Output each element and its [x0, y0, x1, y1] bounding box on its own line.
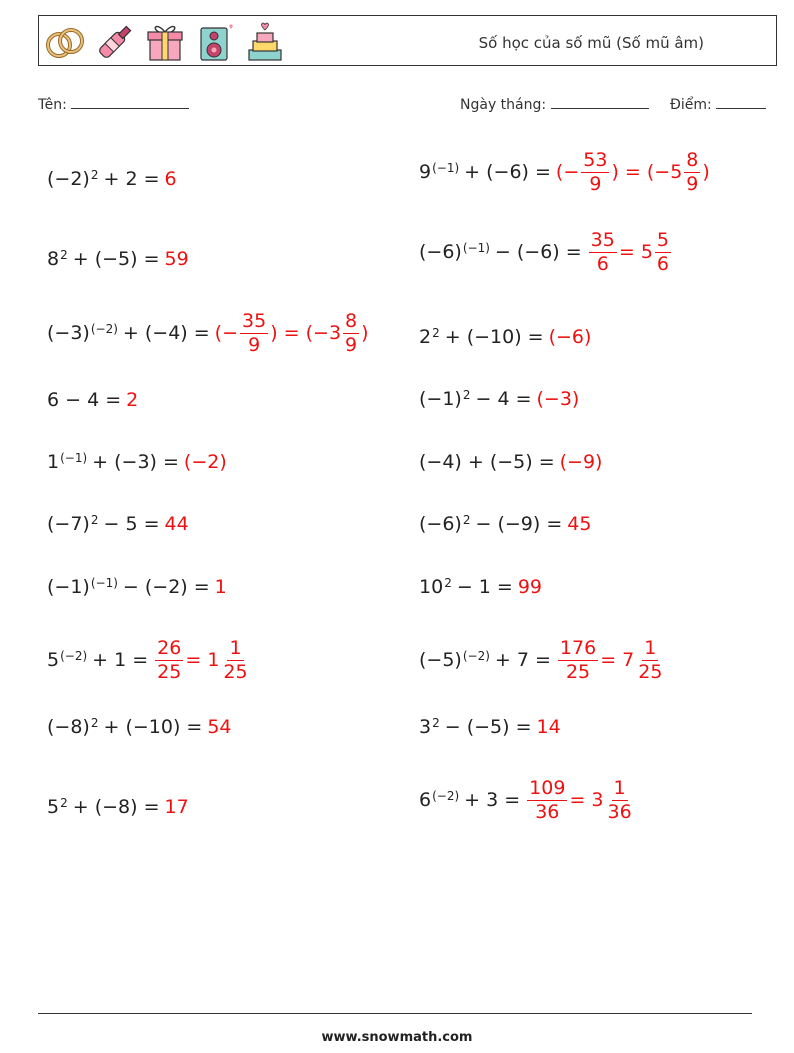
problem-r3: [419, 307, 591, 367]
fraction: [155, 636, 183, 683]
denominator: 25: [157, 660, 182, 683]
exponent: (−1): [462, 241, 490, 255]
problem-l6: [47, 494, 189, 554]
name-line[interactable]: [71, 95, 189, 109]
exponent: (−1): [60, 451, 88, 465]
cake-icon: [243, 20, 287, 64]
expression-part: 8: [47, 248, 60, 270]
expression-part: ): [702, 161, 710, 183]
problem-l3: [47, 303, 369, 363]
expression-part: (−: [214, 322, 239, 344]
answer: 44: [164, 513, 189, 535]
expression-part: + (−4) =: [122, 322, 210, 344]
problem-l7: [47, 557, 227, 617]
fraction: [240, 309, 268, 356]
fraction: [527, 776, 567, 823]
fraction: [581, 148, 609, 195]
denominator: 9: [686, 172, 699, 195]
exponent: 2: [462, 388, 471, 402]
expression-part: − (−6) =: [494, 241, 582, 263]
expression-part: ) = (−3: [270, 322, 342, 344]
expression-part: − 1 =: [456, 576, 513, 598]
answer: 6: [164, 168, 177, 190]
expression-part: 2: [419, 326, 432, 348]
problem-l2: [47, 229, 189, 289]
expression-part: (−4) + (−5) =: [419, 451, 555, 473]
expression-part: + 2 =: [103, 168, 160, 190]
expression-part: = 3: [569, 789, 604, 811]
problem-r1: [419, 142, 710, 202]
exponent: 2: [60, 796, 68, 810]
speaker-icon: [193, 20, 237, 64]
problem-r6: [419, 494, 591, 554]
score-field: [670, 95, 766, 113]
exponent: 2: [432, 326, 440, 340]
worksheet-header: [38, 15, 777, 66]
answer: [556, 636, 667, 683]
footer-url[interactable]: www.snowmath.com: [321, 1030, 473, 1045]
problem-r7: [419, 557, 542, 617]
expression-part: − (−9) =: [475, 513, 563, 535]
exponent: (−2): [462, 649, 490, 663]
exponent: 2: [462, 513, 471, 527]
exponent: (−2): [60, 649, 88, 663]
answer: [214, 309, 369, 356]
expression-part: (−7): [47, 513, 90, 535]
problem-l8: [47, 630, 252, 690]
answer: (−2): [183, 451, 227, 473]
numerator: 176: [559, 636, 597, 659]
exponent: 2: [444, 576, 452, 590]
problem-l5: [47, 432, 227, 492]
answer: 1: [214, 576, 227, 598]
denominator: 9: [248, 333, 261, 356]
expression-part: 5: [47, 649, 60, 671]
answer: [153, 636, 251, 683]
expression-part: + 3 =: [464, 789, 521, 811]
answer: [525, 776, 636, 823]
expression-part: + (−10) =: [444, 326, 544, 348]
score-label: Điểm:: [670, 97, 712, 113]
numerator: 1: [613, 776, 626, 799]
denominator: 25: [223, 660, 248, 683]
denominator: 25: [638, 660, 663, 683]
denominator: 25: [565, 660, 591, 683]
answer: [587, 228, 673, 275]
numerator: 8: [345, 309, 358, 332]
numerator: 35: [242, 309, 267, 332]
expression-part: (−: [555, 161, 580, 183]
footer-divider: [38, 1013, 752, 1014]
numerator: 26: [157, 636, 182, 659]
expression-part: − 5 =: [103, 513, 160, 535]
numerator: 53: [583, 148, 608, 171]
expression-part: + (−5) =: [72, 248, 160, 270]
denominator: 36: [607, 800, 632, 823]
expression-part: 3: [419, 716, 432, 738]
problem-r8: [419, 630, 666, 690]
exponent: (−2): [90, 322, 118, 336]
champagne-icon: [93, 20, 137, 64]
expression-part: 5: [47, 796, 60, 818]
numerator: 35: [590, 228, 615, 251]
answer: (−9): [559, 451, 603, 473]
problem-r9: [419, 697, 561, 757]
expression-part: + 1 =: [92, 649, 149, 671]
problem-r10: [419, 770, 636, 830]
problem-l1: [47, 149, 177, 209]
exponent: (−1): [90, 576, 118, 590]
problem-l4: [47, 370, 138, 430]
expression-part: (−8): [47, 716, 90, 738]
fraction: [343, 309, 359, 356]
exponent: 2: [90, 716, 99, 730]
problem-l10: [47, 777, 189, 837]
problem-r5: [419, 432, 602, 492]
numerator: 8: [686, 148, 699, 171]
fraction: [684, 148, 700, 195]
expression-part: (−5): [419, 649, 462, 671]
answer: 45: [567, 513, 592, 535]
exponent: (−2): [432, 789, 460, 803]
denominator: 9: [589, 172, 602, 195]
numerator: 1: [229, 636, 242, 659]
expression-part: + (−6) =: [464, 161, 551, 183]
answer: 99: [517, 576, 543, 598]
expression-part: − 4 =: [475, 388, 532, 410]
denominator: 6: [656, 252, 670, 275]
denominator: 36: [535, 800, 560, 823]
expression-part: ): [361, 322, 369, 344]
exponent: 2: [432, 716, 440, 730]
expression-part: = 7: [600, 649, 635, 671]
expression-part: − (−2) =: [122, 576, 210, 598]
expression-part: + 7 =: [494, 649, 551, 671]
answer: 2: [126, 389, 139, 411]
expression-part: (−6): [419, 241, 462, 263]
exponent: (−1): [432, 161, 460, 175]
rings-icon: [43, 20, 87, 64]
problem-r4: [419, 369, 579, 429]
exponent: 2: [90, 168, 99, 182]
problem-l9: [47, 697, 232, 757]
expression-part: − (−5) =: [444, 716, 532, 738]
answer: (−6): [548, 326, 592, 348]
date-label: Ngày tháng:: [460, 97, 547, 113]
fraction: [606, 776, 634, 823]
expression-part: = 5: [618, 241, 653, 263]
answer: (−3): [536, 388, 580, 410]
exponent: 2: [60, 248, 68, 262]
expression-part: (−6): [419, 513, 462, 535]
header-icons: [43, 20, 287, 64]
fraction: [221, 636, 249, 683]
expression-part: (−1): [419, 388, 462, 410]
answer: [555, 148, 710, 195]
answer: 17: [164, 796, 189, 818]
numerator: 5: [656, 228, 670, 251]
expression-part: 6: [419, 789, 432, 811]
expression-part: (−3): [47, 322, 90, 344]
expression-part: (−1): [47, 576, 90, 598]
expression-part: + (−10) =: [103, 716, 203, 738]
score-line[interactable]: [716, 95, 766, 109]
answer: 59: [164, 248, 189, 270]
fraction: [636, 636, 664, 683]
expression-part: (−2): [47, 168, 90, 190]
expression-part: 10: [419, 576, 444, 598]
answer: 14: [536, 716, 561, 738]
name-field: [38, 95, 189, 113]
date-field: [460, 95, 649, 113]
expression-part: + (−8) =: [72, 796, 160, 818]
worksheet-title: Số học của số mũ (Số mũ âm): [478, 34, 704, 52]
denominator: 6: [596, 252, 609, 275]
problem-r2: [419, 222, 673, 282]
fraction: [589, 228, 617, 275]
exponent: 2: [90, 513, 99, 527]
denominator: 9: [345, 333, 358, 356]
expression-part: = 1: [185, 649, 220, 671]
date-line[interactable]: [551, 95, 649, 109]
fraction: [655, 228, 671, 275]
name-label: Tên:: [38, 97, 67, 113]
expression-part: 9: [419, 161, 432, 183]
expression-part: 1: [47, 451, 60, 473]
expression-part: 6 − 4 =: [47, 389, 122, 411]
numerator: 1: [644, 636, 657, 659]
expression-part: + (−3) =: [92, 451, 179, 473]
gift-icon: [143, 20, 187, 64]
numerator: 109: [529, 776, 566, 799]
expression-part: ) = (−5: [611, 161, 683, 183]
answer: 54: [207, 716, 232, 738]
fraction: [558, 636, 598, 683]
